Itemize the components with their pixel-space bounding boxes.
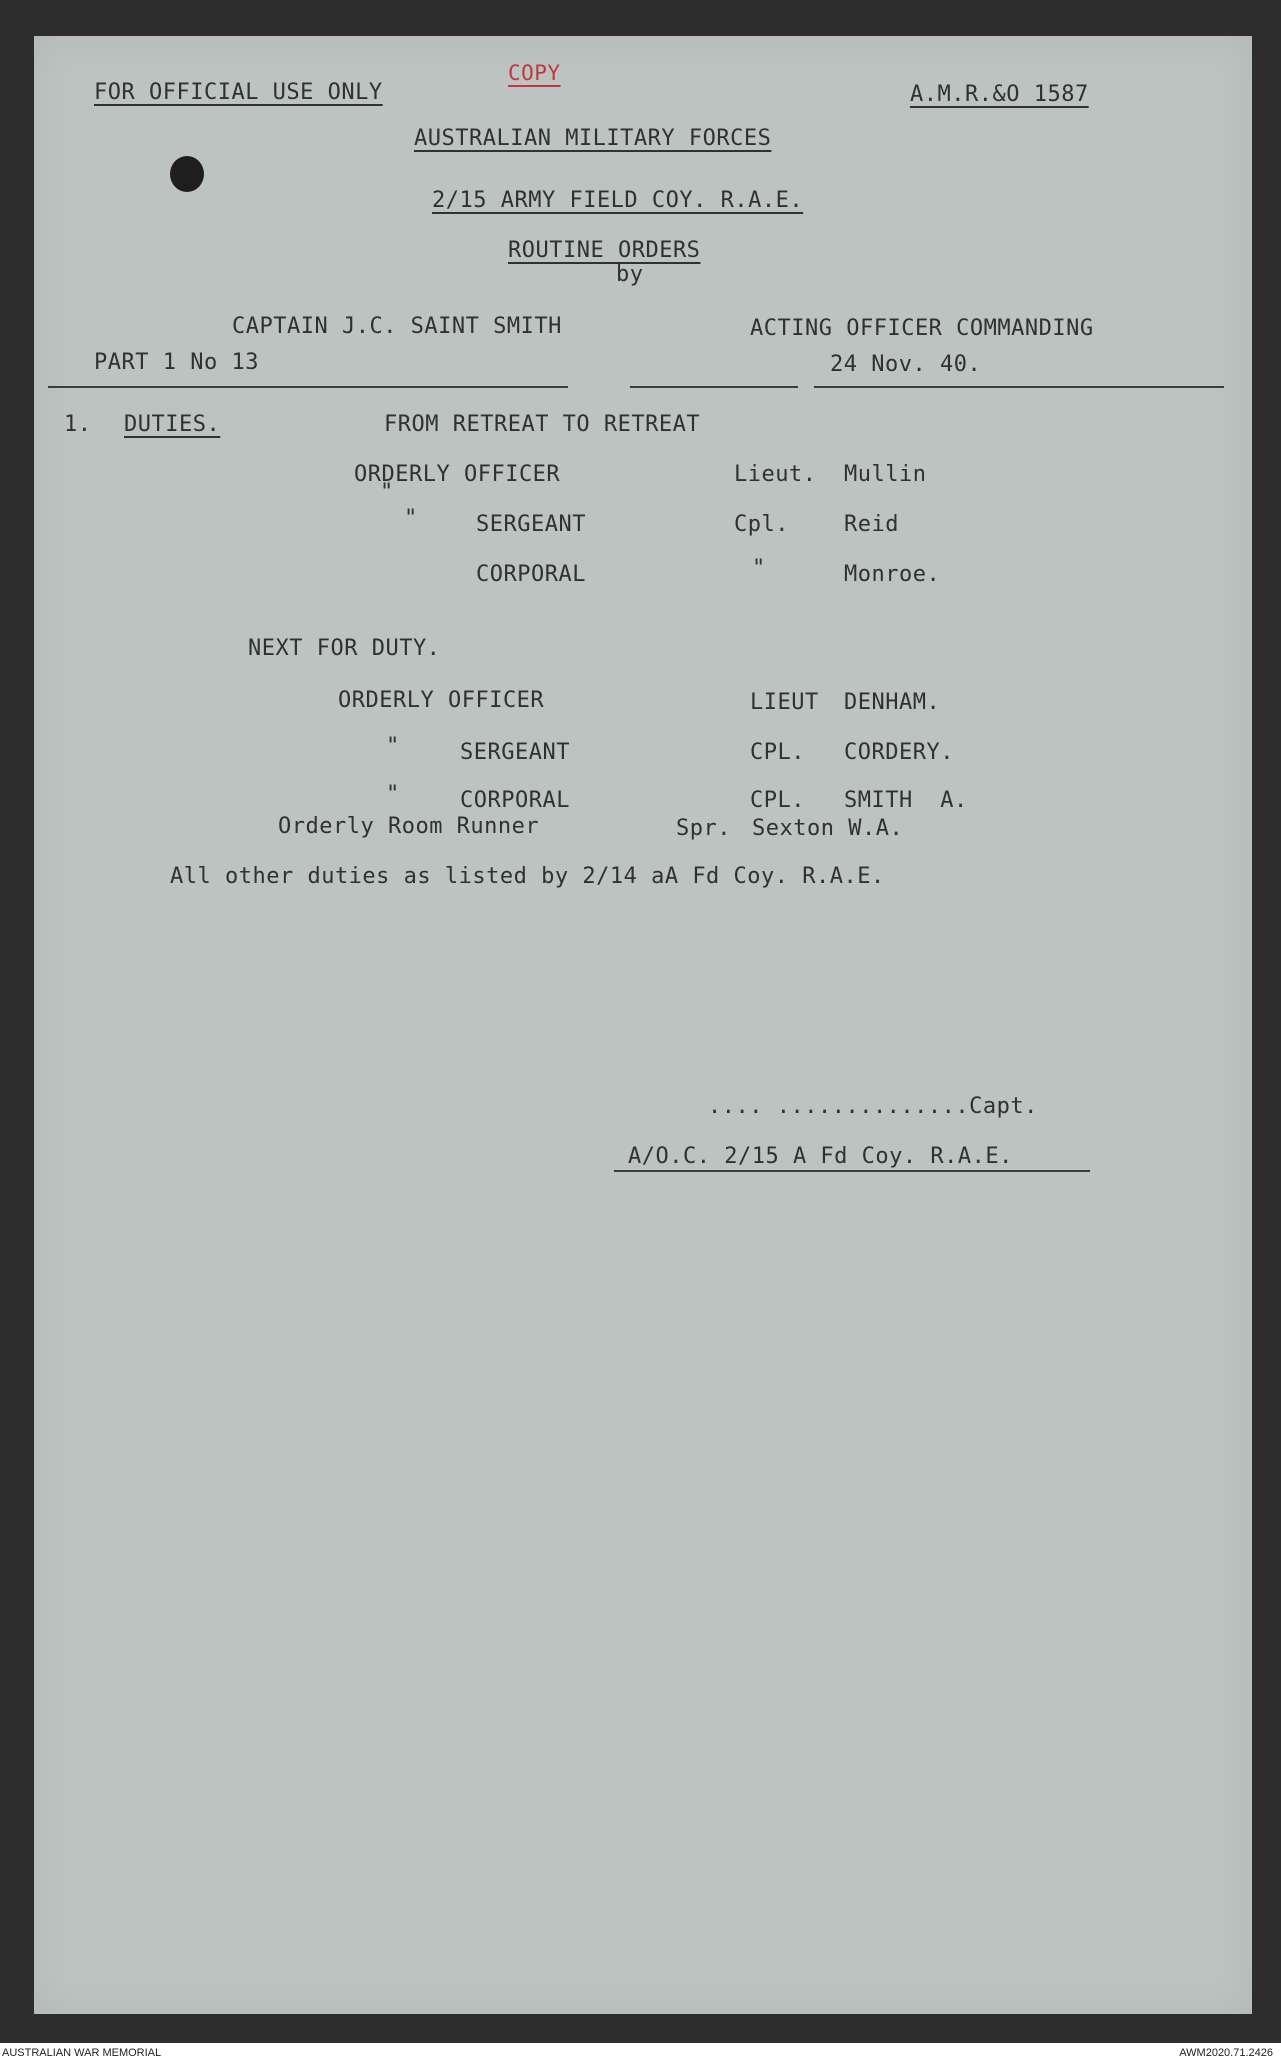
order-date: 24 Nov. 40. — [830, 352, 982, 377]
copy-stamp: COPY — [508, 61, 561, 85]
by-label: by — [616, 262, 644, 287]
ditto-mark: " — [386, 734, 400, 759]
duty-rank: Cpl. — [734, 512, 789, 537]
signature-rule — [614, 1170, 1090, 1172]
header-rule-left — [48, 386, 568, 388]
duty-period: FROM RETREAT TO RETREAT — [384, 412, 701, 437]
duty-rank: CPL. — [750, 788, 805, 813]
ditto-mark: " — [386, 782, 400, 807]
header-rule-right — [814, 386, 1224, 388]
duty-name: Monroe. — [844, 562, 941, 587]
document-title: ROUTINE ORDERS — [508, 238, 701, 263]
punch-hole — [170, 156, 204, 192]
section-number: 1. — [64, 412, 92, 437]
duty-role: SERGEANT — [460, 740, 570, 765]
duty-role: CORPORAL — [476, 562, 586, 587]
runner-name: Sexton W.A. — [752, 816, 904, 841]
other-duties-note: All other duties as listed by 2/14 aA Fd Coy. R.A.E. — [170, 864, 885, 889]
duty-name: SMITH A. — [844, 788, 968, 813]
section-heading: DUTIES. — [124, 412, 221, 437]
signatory-title: A/O.C. 2/15 A Fd Coy. R.A.E. — [628, 1144, 1013, 1169]
force-heading: AUSTRALIAN MILITARY FORCES — [414, 126, 772, 151]
unit-heading: 2/15 ARMY FIELD COY. R.A.E. — [432, 188, 804, 213]
reference-number: A.M.R.&O 1587 — [910, 82, 1089, 107]
runner-role: Orderly Room Runner — [278, 814, 540, 839]
footer-credit: AUSTRALIAN WAR MEMORIAL — [2, 2047, 162, 2059]
next-duty-heading: NEXT FOR DUTY. — [248, 636, 441, 661]
document-page — [34, 36, 1252, 2014]
ditto-mark: " — [404, 506, 418, 531]
classification-label: FOR OFFICIAL USE ONLY — [94, 80, 383, 105]
footer-accession-number: AWM2020.71.2426 — [1179, 2047, 1273, 2059]
duty-rank: CPL. — [750, 740, 805, 765]
duty-rank: LIEUT — [750, 690, 819, 715]
header-rule-mid — [630, 386, 798, 388]
duty-name: DENHAM. — [844, 690, 941, 715]
runner-rank: Spr. — [676, 816, 731, 841]
duty-name: Reid — [844, 512, 899, 537]
ditto-mark: " — [380, 480, 394, 505]
duty-role: CORPORAL — [460, 788, 570, 813]
duty-role: SERGEANT — [476, 512, 586, 537]
issuer-role: ACTING OFFICER COMMANDING — [750, 316, 1094, 341]
duty-name: Mullin — [844, 462, 927, 487]
duty-rank: Lieut. — [734, 462, 817, 487]
duty-role: ORDERLY OFFICER — [338, 688, 545, 713]
issuer-name: CAPTAIN J.C. SAINT SMITH — [232, 314, 562, 339]
duty-role: ORDERLY OFFICER — [354, 462, 561, 487]
signature-line: .... ..............Capt. — [708, 1094, 1038, 1119]
part-number: PART 1 No 13 — [94, 350, 259, 375]
duty-rank: " — [752, 556, 766, 581]
duty-name: CORDERY. — [844, 740, 954, 765]
